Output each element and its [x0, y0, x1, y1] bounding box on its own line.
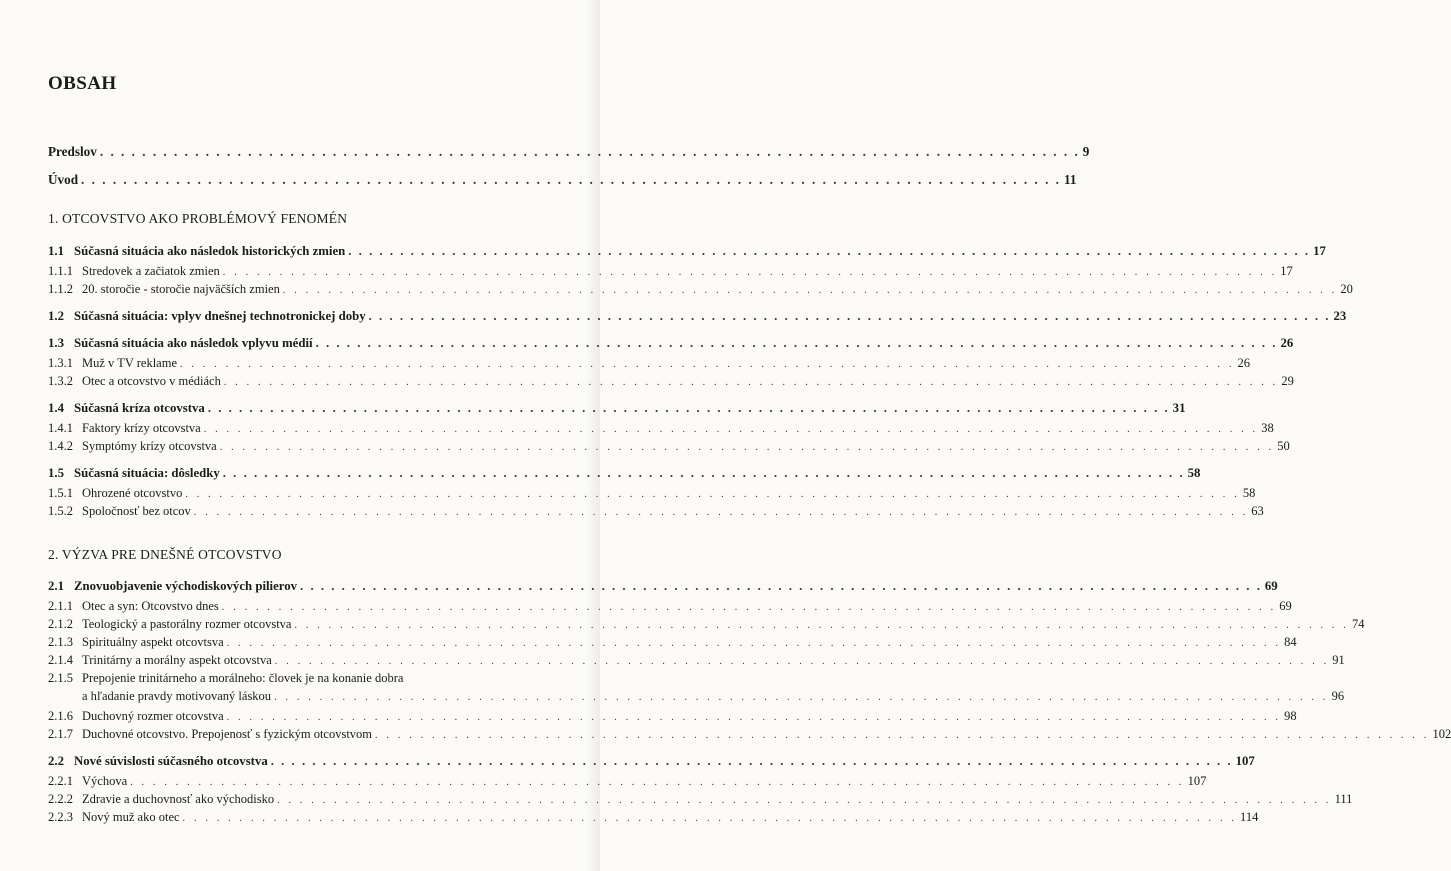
toc-subsection[interactable] [48, 809, 1259, 827]
entry-page-number: 23 [1333, 309, 1347, 323]
toc-subsection[interactable] [48, 726, 1451, 744]
entry-number: 1.3 [48, 336, 64, 350]
entry-label: Výchova [82, 774, 128, 788]
entry-page-number: 91 [1332, 653, 1345, 667]
entry-label: Spoločnosť bez otcov [82, 504, 191, 518]
toc-subsection[interactable] [48, 355, 1251, 373]
entry-number: 1.1.1 [48, 264, 73, 278]
toc-section[interactable] [48, 578, 1278, 594]
toc-subsection[interactable] [48, 281, 1353, 299]
toc-subsection[interactable] [48, 438, 1290, 456]
entry-number: 2.2 [48, 754, 64, 768]
toc-entry-uvod[interactable] [48, 172, 1077, 188]
entry-label: a hľadanie pravdy motivovaný láskou [82, 689, 272, 703]
entry-label: Zdravie a duchovnosť ako východisko [82, 792, 275, 806]
toc-subsection[interactable] [48, 652, 1345, 670]
entry-number: 2.1.2 [48, 617, 73, 631]
dot-leader [201, 422, 1262, 438]
entry-page-number: 26 [1280, 336, 1294, 350]
entry-number: 2.1.7 [48, 727, 73, 741]
dot-leader [127, 775, 1188, 791]
entry-label: Otec a otcovstvo v médiách [82, 374, 221, 388]
entry-label: Teologický a pastorálny rozmer otcovstva [82, 617, 292, 631]
entry-page-number: 17 [1280, 264, 1293, 278]
entry-page-number: 31 [1172, 401, 1186, 415]
toc-section[interactable] [48, 335, 1294, 351]
dot-leader [291, 618, 1352, 634]
dot-leader [274, 793, 1335, 809]
toc-subsection[interactable] [48, 773, 1207, 791]
entry-page-number: 26 [1237, 356, 1251, 370]
entry-number: 1.1 [48, 244, 64, 258]
entry-number: 2.1.6 [48, 709, 73, 723]
dot-leader [313, 335, 1281, 351]
chapter-heading: 2. VÝZVA PRE DNEŠNÉ OTCOVSTVO [48, 547, 282, 562]
toc-subsection[interactable] [48, 373, 1294, 391]
entry-page-number: 29 [1281, 374, 1294, 388]
toc-section[interactable] [48, 308, 1347, 324]
dot-leader [372, 728, 1433, 744]
toc-section[interactable] [48, 243, 1326, 259]
entry-label: Nový muž ako otec [82, 810, 180, 824]
toc-subsection[interactable] [48, 791, 1353, 809]
dot-leader [205, 400, 1173, 416]
dot-leader [78, 172, 1064, 188]
toc-subsection-continuation[interactable] [48, 688, 1345, 706]
entry-label: Súčasná situácia: dôsledky [74, 466, 220, 480]
entry-page-number: 114 [1240, 810, 1259, 824]
entry-page-number: 107 [1235, 754, 1255, 768]
dot-leader [272, 654, 1333, 670]
toc-subsection[interactable] [48, 616, 1365, 634]
dot-leader [219, 600, 1280, 616]
toc-subsection[interactable] [48, 670, 526, 686]
entry-page-number: 74 [1351, 617, 1365, 631]
dot-leader [220, 265, 1281, 281]
dot-leader [224, 636, 1285, 652]
toc-subsection[interactable] [48, 485, 1256, 503]
entry-page-number: 50 [1277, 439, 1290, 453]
entry-number: 2.2.2 [48, 792, 73, 806]
dot-leader [271, 690, 1332, 706]
entry-page-number: 107 [1187, 774, 1207, 788]
entry-label: Duchovný rozmer otcovstva [82, 709, 224, 723]
toc-subsection[interactable] [48, 420, 1274, 438]
entry-label: Súčasná kríza otcovstva [74, 401, 205, 415]
toc-subsection[interactable] [48, 634, 1297, 652]
entry-number: 2.1.4 [48, 653, 73, 667]
entry-number: 2.1.5 [48, 671, 73, 685]
dot-leader [182, 487, 1243, 503]
page-title: OBSAH [48, 73, 117, 94]
entry-number: 1.2 [48, 309, 64, 323]
entry-number: 2.1.3 [48, 635, 73, 649]
entry-label: Muž v TV reklame [82, 356, 178, 370]
entry-page-number: 58 [1187, 466, 1201, 480]
entry-number: 1.1.2 [48, 282, 73, 296]
dot-leader [224, 710, 1285, 726]
entry-label: Stredovek a začiatok zmien [82, 264, 220, 278]
entry-page-number: 69 [1279, 599, 1292, 613]
entry-label: Ohrozené otcovstvo [82, 486, 183, 500]
toc-subsection[interactable] [48, 503, 1264, 521]
entry-number: 1.4.1 [48, 421, 73, 435]
entry-number: 1.4 [48, 401, 64, 415]
entry-page-number: 17 [1313, 244, 1326, 258]
entry-label: Otec a syn: Otcovstvo dnes [82, 599, 219, 613]
entry-label: Prepojenie trinitárneho a morálneho: človek je na konanie dobra [82, 671, 404, 685]
entry-label: 20. storočie - storočie najväčších zmien [82, 282, 280, 296]
dot-leader [366, 308, 1334, 324]
entry-label: Úvod [48, 172, 79, 187]
entry-number: 1.5.2 [48, 504, 73, 518]
entry-label: Súčasná situácia ako následok historických zmien [74, 244, 346, 258]
entry-page-number: 98 [1284, 709, 1297, 723]
entry-page-number: 38 [1261, 421, 1274, 435]
entry-label: Duchovné otcovstvo. Prepojenosť s fyzickým otcovstvom [82, 727, 373, 741]
toc-section[interactable] [48, 465, 1201, 481]
entry-number: 2.1 [48, 579, 64, 593]
dot-leader [177, 357, 1238, 373]
entry-page-number: 63 [1251, 504, 1264, 518]
entry-page-number: 69 [1264, 579, 1278, 593]
dot-leader [221, 375, 1282, 391]
entry-page-number: 102 [1432, 727, 1451, 741]
entry-label: Faktory krízy otcovstva [82, 421, 201, 435]
entry-label: Súčasná situácia ako následok vplyvu médií [74, 336, 313, 350]
entry-number: 1.5 [48, 466, 64, 480]
entry-label: Predslov [48, 144, 97, 159]
entry-page-number: 84 [1284, 635, 1297, 649]
dot-leader [180, 811, 1241, 827]
dot-leader [268, 753, 1236, 769]
toc-subsection[interactable] [48, 263, 1293, 281]
dot-leader [191, 505, 1252, 521]
toc-subsection[interactable] [48, 708, 1297, 726]
entry-page-number: 20 [1340, 282, 1353, 296]
chapter-heading: 1. OTCOVSTVO AKO PROBLÉMOVÝ FENOMÉN [48, 211, 348, 226]
entry-number: 1.3.2 [48, 374, 73, 388]
entry-number: 2.2.1 [48, 774, 73, 788]
entry-number: 1.4.2 [48, 439, 73, 453]
entry-number: 2.2.3 [48, 810, 73, 824]
entry-label: Symptómy krízy otcovstva [82, 439, 217, 453]
entry-page-number: 9 [1082, 144, 1090, 159]
entry-page-number: 58 [1242, 486, 1256, 500]
entry-label: Spirituálny aspekt otcovtsva [82, 635, 224, 649]
toc-section[interactable] [48, 753, 1255, 769]
entry-label: Znovuobjavenie východiskových pilierov [74, 579, 298, 593]
toc-subsection[interactable] [48, 598, 1292, 616]
dot-leader [217, 440, 1278, 456]
dot-leader [97, 144, 1083, 160]
entry-page-number: 96 [1331, 689, 1345, 703]
toc-entry-predslov[interactable] [48, 144, 1090, 160]
entry-label: Súčasná situácia: vplyv dnešnej technotronickej doby [74, 309, 366, 323]
entry-label: Trinitárny a morálny aspekt otcovstva [82, 653, 272, 667]
dot-leader [297, 578, 1265, 594]
dot-leader [220, 465, 1188, 481]
entry-number: 1.3.1 [48, 356, 73, 370]
entry-number: 2.1.1 [48, 599, 73, 613]
entry-number: 1.5.1 [48, 486, 73, 500]
entry-page-number: 11 [1063, 172, 1077, 187]
entry-page-number: 111 [1334, 792, 1353, 806]
dot-leader [345, 243, 1313, 259]
toc-section[interactable] [48, 400, 1186, 416]
dot-leader [280, 283, 1341, 299]
entry-label: Nové súvislosti súčasného otcovstva [74, 754, 268, 768]
